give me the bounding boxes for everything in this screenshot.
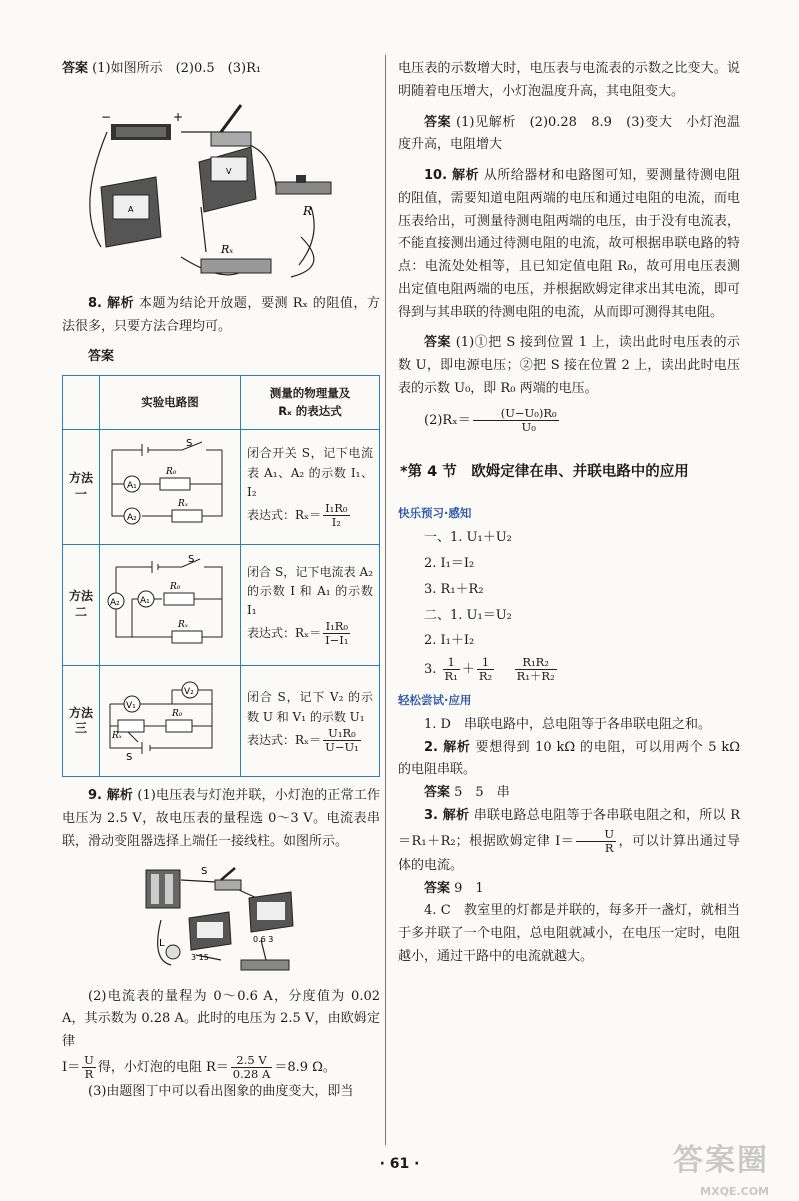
svg-text:V: V bbox=[226, 166, 232, 176]
svg-text:A: A bbox=[128, 204, 134, 214]
analysis-9-continued: 电压表的示数增大时，电压表与电流表的示数之比变大。说明随着电压增大，小灯泡温度升高，其电阻变大。 bbox=[398, 61, 740, 99]
switch-icon bbox=[211, 105, 251, 146]
svg-text:+: + bbox=[173, 109, 184, 124]
svg-text:Rₓ: Rₓ bbox=[178, 498, 188, 509]
list-item: 3. R₁＋R₂ bbox=[424, 581, 484, 597]
svg-text:A₂: A₂ bbox=[127, 512, 137, 523]
answer-label: 答案 bbox=[62, 61, 89, 76]
analysis-9-part2: (2)电流表的量程为 0～0.6 A，分度值为 0.02 A，其示数为 0.28 A。此时的电压为 2.5 V，由欧姆定律 bbox=[62, 988, 380, 1050]
subsection-heading-preview: 快乐预习·感知 bbox=[398, 506, 472, 521]
answer-label: 答案 bbox=[424, 114, 452, 130]
ammeter-icon bbox=[101, 177, 161, 247]
svg-text:R₀: R₀ bbox=[172, 709, 183, 720]
answer-text: 5 5 串 bbox=[454, 785, 510, 800]
table-header-row bbox=[63, 376, 380, 430]
analysis-label: 9. 解析 bbox=[88, 788, 134, 804]
table-header-circuit: 实验电路图 bbox=[100, 376, 241, 430]
answer-text: (1)见解析 (2)0.28 8.9 (3)变大 小灯泡温度升高，电阻增大 bbox=[398, 114, 740, 153]
analysis-9 bbox=[62, 785, 380, 853]
list-item: 2. I₁＝I₂ bbox=[424, 556, 475, 572]
circuit-diagram-cell bbox=[100, 666, 241, 777]
circuit-diagram-2 bbox=[102, 547, 234, 657]
question-1: 1. D 串联电路中，总电阻等于各串联电阻之和。 bbox=[424, 716, 711, 732]
answer-text: 9 1 bbox=[454, 880, 484, 896]
circuit-diagram-1 bbox=[102, 432, 234, 536]
ammeter-icon bbox=[189, 912, 231, 962]
answer-10 bbox=[398, 332, 740, 400]
answer-q3 bbox=[398, 878, 740, 901]
answer-7 bbox=[62, 58, 380, 81]
answer-9 bbox=[398, 112, 740, 158]
svg-text:Rₓ: Rₓ bbox=[112, 731, 122, 742]
resistor-rx-icon bbox=[201, 243, 271, 273]
circuit-diagram-3 bbox=[102, 668, 234, 768]
svg-text:S: S bbox=[201, 865, 208, 877]
method-label: 方法一 bbox=[63, 429, 100, 544]
list-item: 2. I₁＋I₂ bbox=[424, 633, 475, 649]
answer-text: (1)①把 S 接到位置 1 上，读出此时电压表的示数 U，即电源电压；②把 S 接在位置 2 上，读出此时电压表的示数 U₀，即 R₀ 两端的电压。 bbox=[398, 335, 740, 396]
table-row bbox=[63, 544, 380, 665]
methods-table bbox=[62, 375, 380, 777]
column-divider bbox=[385, 55, 386, 1145]
analysis-label: 3. 解析 bbox=[424, 807, 470, 823]
analysis-q2 bbox=[398, 737, 740, 783]
svg-text:V₂: V₂ bbox=[184, 687, 194, 698]
list-item: 二、1. U₁＝U₂ bbox=[424, 607, 512, 623]
svg-text:R: R bbox=[303, 203, 313, 218]
svg-text:S: S bbox=[188, 553, 195, 565]
svg-text:S: S bbox=[186, 437, 193, 449]
analysis-text: (1)电压表与灯泡并联，小灯泡的正常工作电压为 2.5 V，故电压表的量程选 0～3 V。电流表串联，滑动变阻器选择上端任一接线柱。如图所示。 bbox=[62, 788, 380, 849]
answer-label: 答案 bbox=[424, 785, 451, 800]
svg-text:V₁: V₁ bbox=[126, 701, 136, 712]
battery-box-icon bbox=[146, 870, 180, 908]
method-label: 方法三 bbox=[63, 666, 100, 777]
svg-text:A₂: A₂ bbox=[110, 597, 120, 608]
method-label: 方法二 bbox=[63, 544, 100, 665]
right-column bbox=[398, 58, 740, 969]
svg-text:A₁: A₁ bbox=[127, 480, 137, 491]
circuit-figure-2 bbox=[141, 860, 301, 980]
answer-q2 bbox=[398, 782, 740, 805]
question-4: 4. C 教室里的灯都是并联的，每多开一盏灯，就相当于多并联了一个电阻，总电阻就减小，在电压一定时，电阻越小，通过干路中的电流就越大。 bbox=[398, 903, 740, 964]
analysis-10 bbox=[398, 165, 740, 324]
rheostat-icon bbox=[241, 960, 289, 970]
analysis-9-part3: (3)由题图丁中可以看出图象的曲度变大，即当 bbox=[88, 1084, 354, 1100]
answer-label: 答案 bbox=[424, 880, 451, 896]
answer-text: (1)如图所示 (2)0.5 (3)R₁ bbox=[92, 61, 262, 76]
table-header-quantity: 测量的物理量及 Rₓ 的表达式 bbox=[241, 376, 380, 430]
answer-10-formula: (2)Rₓ＝ $\frac{\text{(U−U₀)R₀}}{\text{U₀}}$ bbox=[424, 405, 557, 434]
circuit-diagram-cell bbox=[100, 429, 241, 544]
subsection-heading-practice: 轻松尝试·应用 bbox=[398, 692, 472, 707]
circuit-diagram-cell bbox=[100, 544, 241, 665]
table-row bbox=[63, 666, 380, 777]
analysis-text: 本题为结论开放题，要测 Rₓ 的阻值，方法很多，只要方法合理均可。 bbox=[62, 295, 380, 334]
rheostat-icon bbox=[276, 175, 331, 218]
analysis-9-formula: I＝ $\frac{U}{R}$ 得，小灯泡的电阻 R＝ $\frac{2.5 V}{0.28 A}$ ＝8.9 Ω。 bbox=[62, 1052, 336, 1082]
svg-text:R₀: R₀ bbox=[166, 466, 177, 477]
svg-text:Rₓ: Rₓ bbox=[221, 242, 234, 256]
method-description: 闭合 S，记下 V₂ 的示数 U 和 V₁ 的示数 U₁ 表达式：Rₓ＝ $\frac{\text{U₁R₀}}{\text{U−U₁}}$ bbox=[241, 666, 380, 777]
svg-text:L: L bbox=[159, 937, 165, 949]
svg-text:R₀: R₀ bbox=[170, 581, 181, 592]
analysis-label: 2. 解析 bbox=[424, 739, 471, 755]
section-title: *第 4 节 欧姆定律在串、并联电路中的应用 bbox=[400, 463, 689, 480]
table-header-empty bbox=[63, 376, 100, 430]
lamp-icon bbox=[159, 938, 180, 959]
analysis-label: 8. 解析 bbox=[88, 295, 135, 311]
page-number: · 61 · bbox=[379, 1156, 420, 1172]
analysis-text: 从所给器材和电路图可知，要测量待测电阻的阻值，需要知道电阻两端的电压和通过电阻的电流，而电压表给出，可测量待测电阻两端的电压，由于没有电流表，不能直接测出通过待测电阻的电流，故可根据串联电路的特点：电流处处相等，且已知定值电阻 R₀，故可用电压表测出定值电阻两端的电压，并根据欧姆定律求出其电流，即可得到与其串联的待测电阻的电流，从而即可测得其电阻。 bbox=[398, 168, 740, 320]
voltmeter-icon bbox=[249, 892, 293, 944]
analysis-8 bbox=[62, 293, 380, 339]
battery-icon bbox=[101, 110, 183, 140]
left-column bbox=[62, 58, 380, 1104]
svg-text:−: − bbox=[101, 109, 112, 124]
analysis-q3: 3. 解析 串联电路总电阻等于各串联电阻之和，所以 R＝R₁＋R₂；根据欧姆定律 I＝ $\frac{U}{R}$ ，可以计算出通过导体的电流。 bbox=[398, 807, 741, 873]
table-row bbox=[63, 429, 380, 544]
answer-label: 答案 bbox=[424, 335, 452, 351]
svg-text:Rₓ: Rₓ bbox=[178, 619, 188, 630]
watermark-logo: 答案圈 MXQE.COM bbox=[673, 1143, 769, 1198]
answer-label: 答案 bbox=[88, 349, 115, 365]
answer-8 bbox=[62, 346, 380, 369]
svg-text:3 15: 3 15 bbox=[191, 952, 209, 962]
list-item: 3. $\frac{1}{\text{R₁}}$ ＋ $\frac{1}{\text{R₂}}$ $\frac{\text{R₁R₂}}{\text{R₁＋R₂}}$ bbox=[424, 655, 555, 684]
analysis-label: 10. 解析 bbox=[424, 168, 480, 183]
analysis-text: 要想得到 10 kΩ 的电阻，可以用两个 5 kΩ 的电阻串联。 bbox=[398, 739, 740, 778]
svg-text:A₁: A₁ bbox=[140, 595, 150, 606]
circuit-figure-1 bbox=[71, 87, 371, 287]
switch-icon bbox=[201, 866, 241, 890]
method-description: 闭合 S，记下电流表 A₂ 的示数 I 和 A₁ 的示数 I₁ 表达式：Rₓ＝ $\frac{\text{I₁R₀}}{\text{I−I₁}}$ bbox=[241, 544, 380, 665]
voltmeter-icon bbox=[199, 147, 256, 212]
list-item: 一、1. U₁＋U₂ bbox=[424, 530, 512, 546]
svg-text:S: S bbox=[126, 752, 133, 764]
method-description: 闭合开关 S，记下电流表 A₁、A₂ 的示数 I₁、I₂ 表达式：Rₓ＝ $\frac{\text{I₁R₀}}{\text{I₂}}$ bbox=[241, 429, 380, 544]
svg-text:0.6 3: 0.6 3 bbox=[253, 934, 274, 944]
